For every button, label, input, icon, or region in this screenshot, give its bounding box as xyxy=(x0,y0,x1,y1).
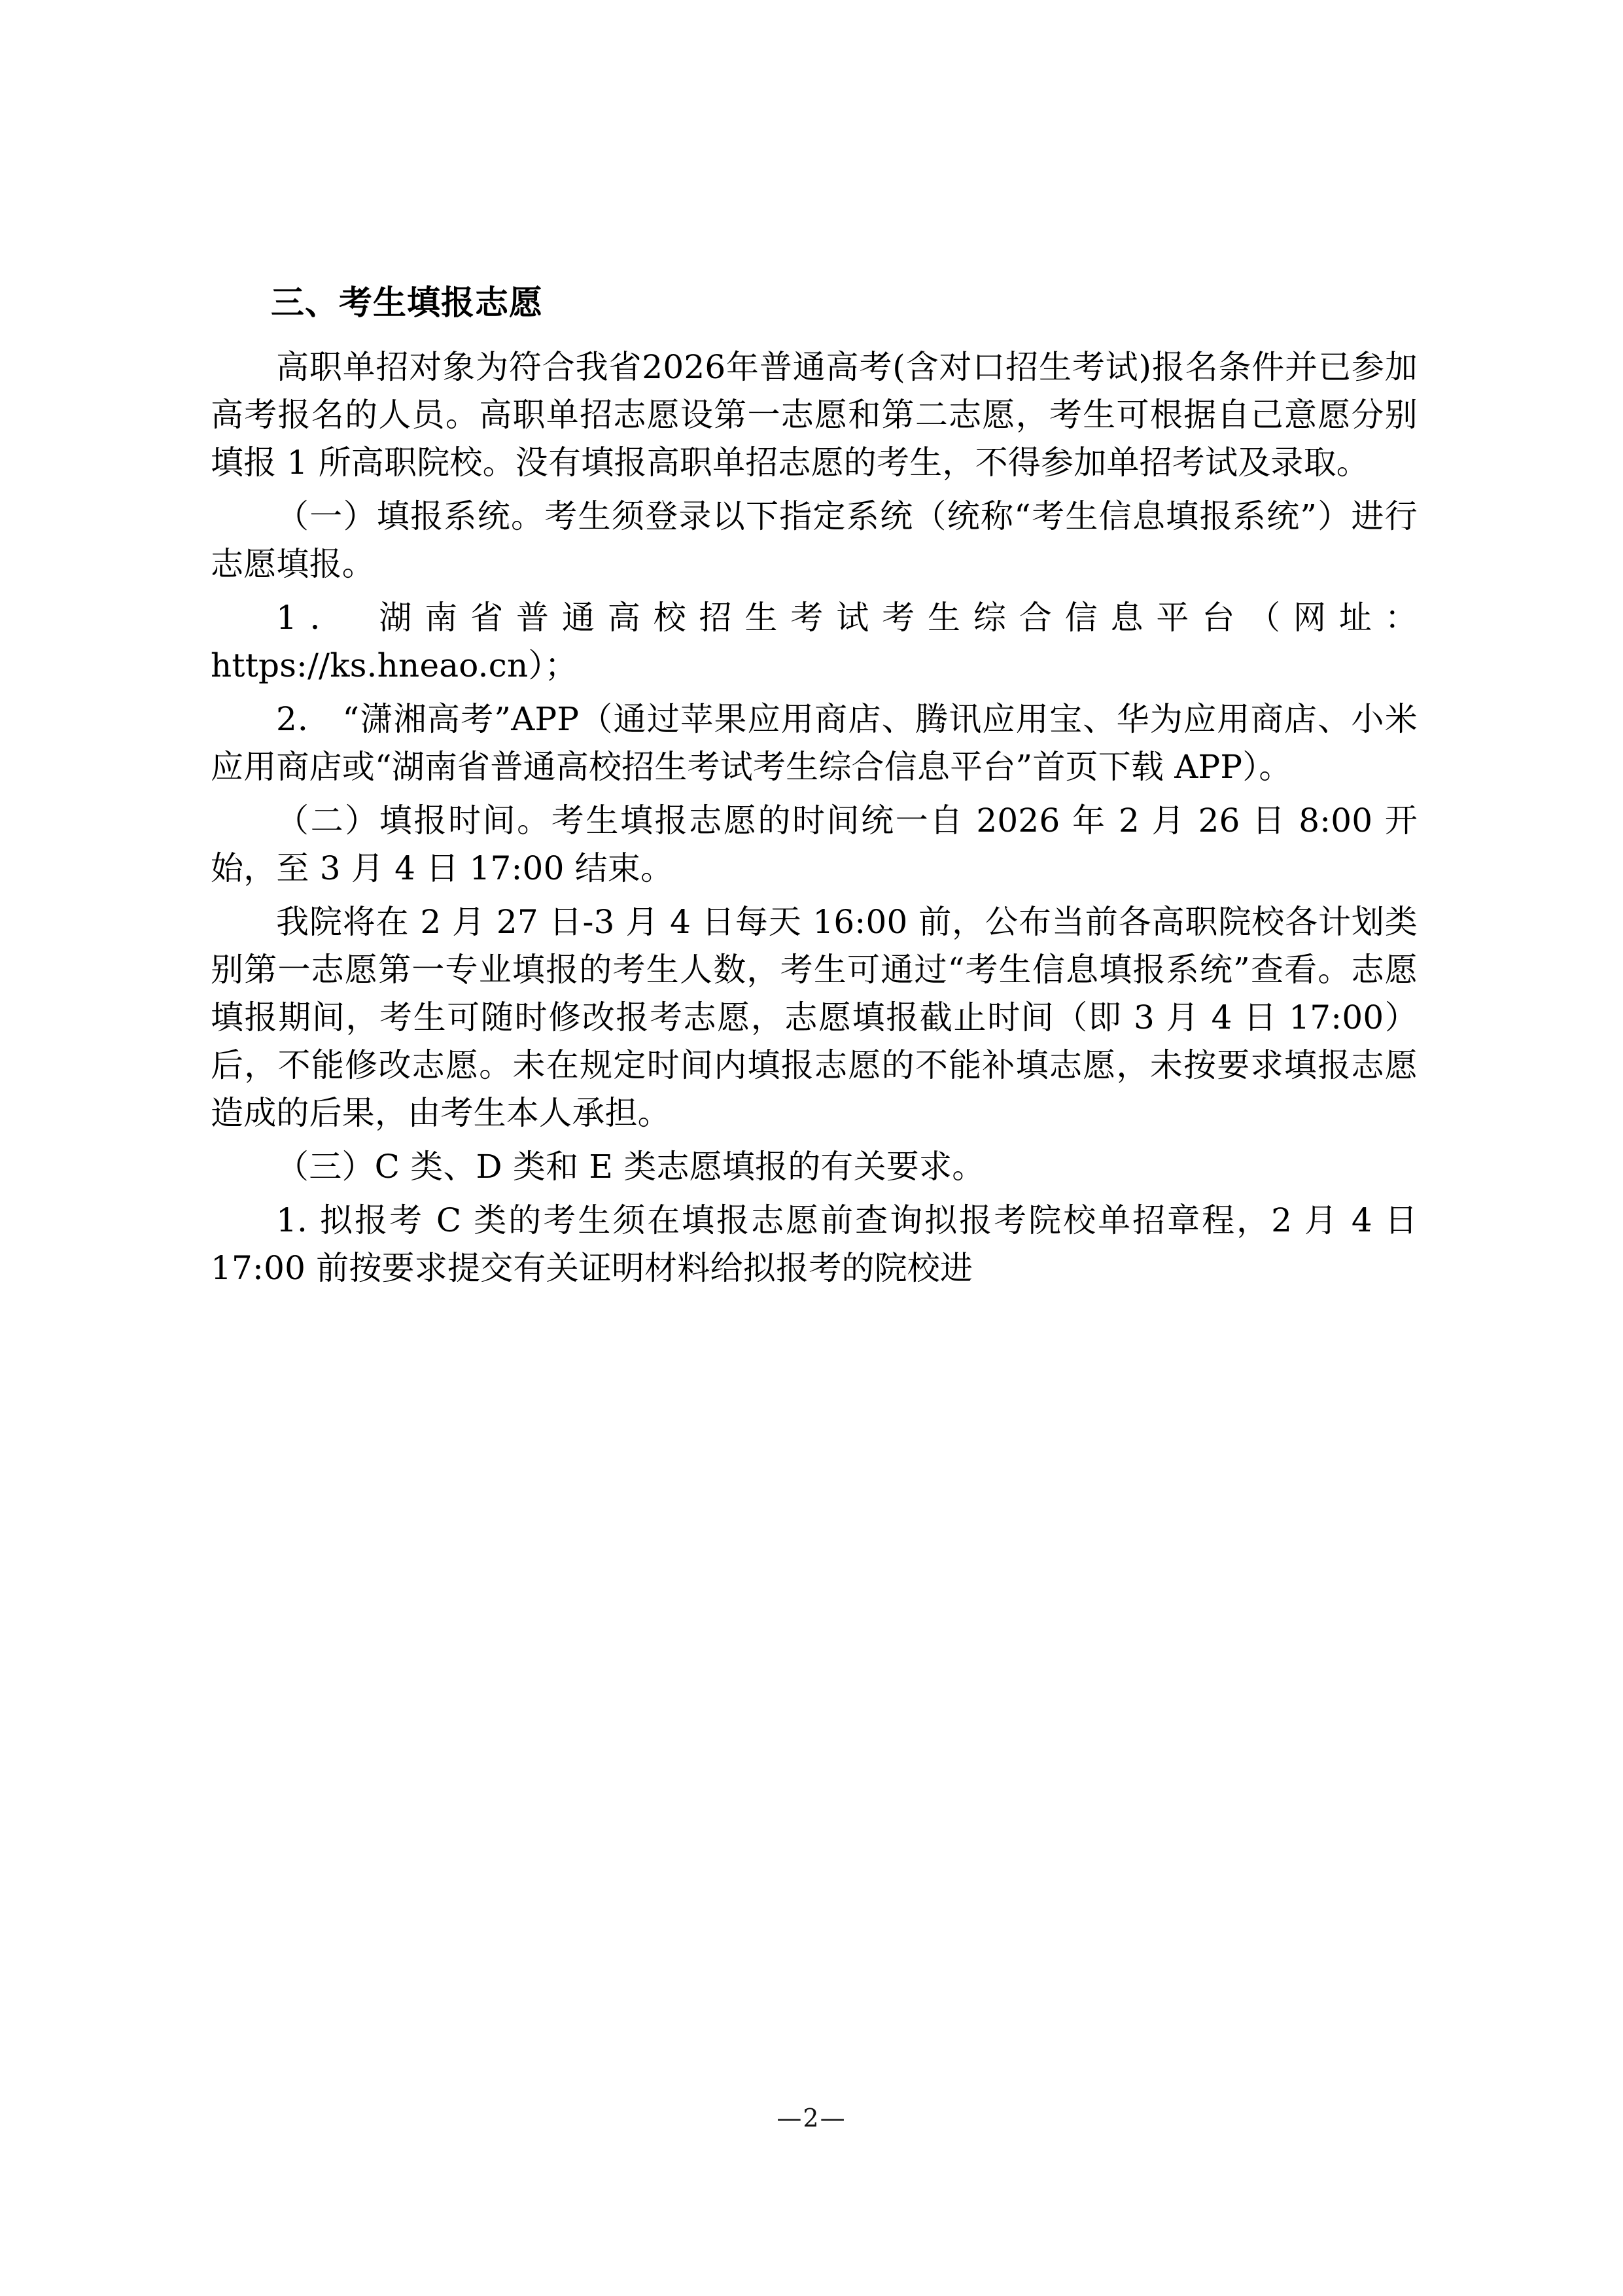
paragraph-5: （二）填报时间。考生填报志愿的时间统一自 2026 年 2 月 26 日 8:00 开始，至 3 月 4 日 17:00 结束。 xyxy=(211,801,1418,887)
section-heading: 三、考生填报志愿 xyxy=(271,284,544,323)
paragraph-4: 2． “潇湘高考”APP（通过苹果应用商店、腾讯应用宝、华为应用商店、小米应用商店或“湖南省普通高校招生考试考生综合信息平台”首页下载 APP）。 xyxy=(211,699,1418,786)
paragraph-1: 高职单招对象为符合我省2026年普通高考(含对口招生考试)报名条件并已参加高考报名的人员。高职单招志愿设第一志愿和第二志愿，考生可根据自己意愿分别填报 1 所高职院校。没有填报高职单招志愿的考生，不得参加单招考试及录取。 xyxy=(211,347,1418,482)
paragraph-7: （三）C 类、D 类和 E 类志愿填报的有关要求。 xyxy=(276,1147,985,1186)
page-number: —2— xyxy=(777,2104,846,2132)
paragraph-2: （一）填报系统。考生须登录以下指定系统（统称“考生信息填报系统”）进行志愿填报。 xyxy=(211,497,1418,583)
page-content xyxy=(211,281,1418,1298)
paragraph-8: 1. 拟报考 C 类的考生须在填报志愿前查询拟报考院校单招章程，2 月 4 日 17:00 前按要求提交有关证明材料给拟报考的院校进 xyxy=(211,1201,1418,1287)
paragraph-6: 我院将在 2 月 27 日-3 月 4 日每天 16:00 前，公布当前各高职院校各计划类别第一志愿第一专业填报的考生人数，考生可通过“考生信息填报系统”查看。志愿填报期间，考生可随时修改报考志愿，志愿填报截止时间（即 3 月 4 日 17:00）后，不能修改志愿。未在规定时间内填报志愿的不能补填志愿，未按要求填报志愿造成的后果，由考生本人承担。 xyxy=(211,902,1418,1132)
paragraph-3: 1． 湖南省普通高校招生考试考生综合信息平台（网址：https://ks.hneao.cn）； xyxy=(211,598,1418,684)
